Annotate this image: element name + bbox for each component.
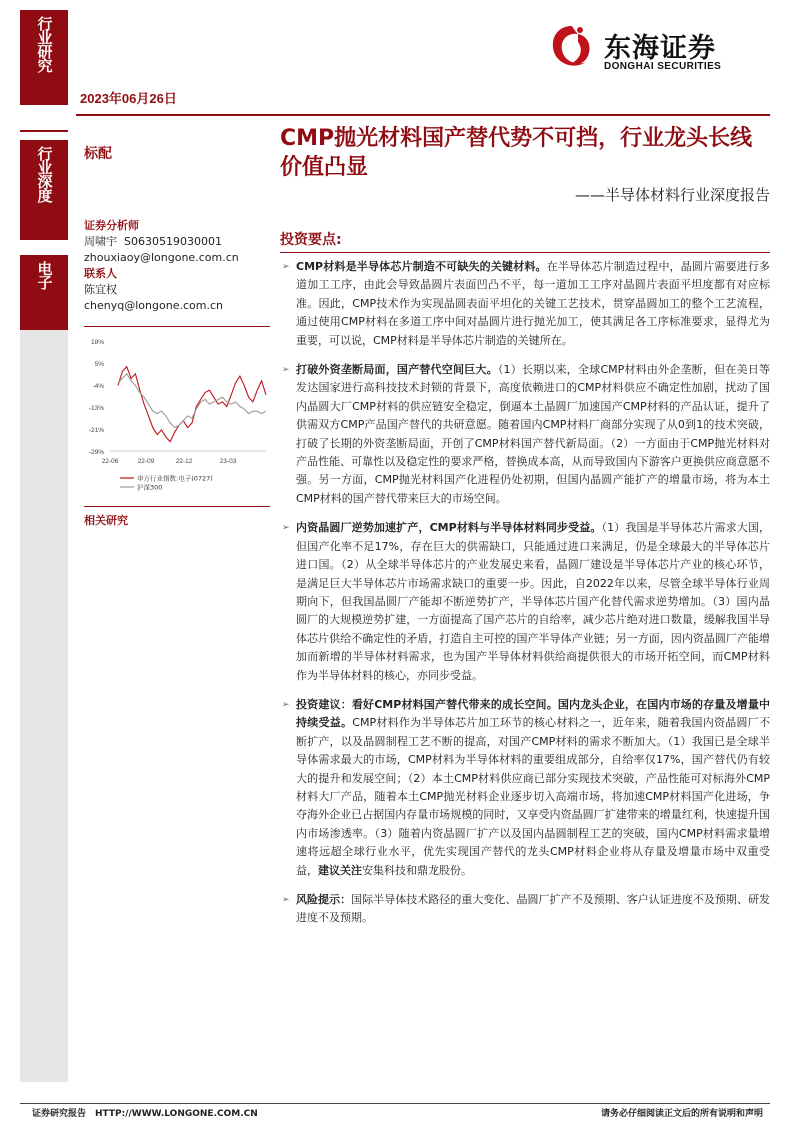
key-point-lead: 打破外资垄断局面，国产替代空间巨大。: [296, 363, 498, 377]
key-point-lead: CMP材料是半导体芯片制造不可缺失的关键材料。: [296, 260, 547, 273]
analyst-info: [84, 218, 269, 314]
footer-website[interactable]: 证券研究报告 HTTP://WWW.LONGONE.COM.CN: [32, 1109, 258, 1119]
analyst-name: 周啸宇: [84, 235, 117, 248]
series-line: [118, 367, 266, 442]
logo-chinese-name: 东海证券: [604, 33, 716, 64]
y-tick-label: 18%: [90, 339, 104, 346]
company-logo: [544, 18, 770, 88]
y-tick-label: -29%: [88, 449, 104, 456]
bullet-arrow-icon: ➢: [282, 365, 290, 376]
contact-email[interactable]: chenyq@longone.com.cn: [84, 299, 223, 312]
side-tab-label: 行业深度: [35, 146, 54, 202]
bullet-arrow-icon: ➢: [282, 262, 290, 272]
side-tab-label: 电子: [35, 261, 54, 289]
x-tick-label: 22-12: [175, 458, 193, 465]
analyst-line: [84, 234, 269, 250]
key-point: [280, 696, 770, 880]
key-point-lead: 风险提示：: [296, 893, 352, 906]
tab-divider: [20, 130, 68, 132]
y-tick-label: -13%: [88, 405, 104, 412]
logo-emblem-icon: [544, 20, 600, 76]
legend-label: 沪深300: [137, 483, 163, 492]
bullet-arrow-icon: ➢: [282, 699, 290, 710]
footer-disclaimer: 请务必仔细阅读正文后的所有说明和声明: [600, 1109, 763, 1119]
key-point: [280, 519, 770, 685]
analyst-license: S0630519030001: [124, 235, 222, 248]
x-tick-label: 23-03: [219, 458, 237, 465]
index-performance-chart: [84, 333, 270, 505]
logo-english-name: DONGHAI SECURITIES: [604, 61, 722, 72]
y-tick-label: -4%: [92, 383, 104, 390]
key-point-text: （1）我国是半导体芯片需求大国，但国产化率不足17%，存在巨大的供需缺口，只能通过进口来满足，仍是全球最大的半导体芯片进口国。（2）从全球半导体芯片的产业发展史来看，晶圆厂建设是半导体芯片产业的核心环节，是满足巨大半导体芯片市场需求缺口的重要一步。因此，自2022年以来，尽管全球半导体行业周期向下，但我国晶圆厂产能却不断逆势扩产，半导体芯片国产化替代需求逆势增加。（3）国内晶圆厂的大规模逆势扩建，一方面提高了国产芯片的自给率，减少芯片绝对进口数量，缓解我国半导体芯片供给不确定性的矛盾，打造自主可控的国产半导体产业链；另一方面，因内资晶圆厂产能增加而新增的半导体材料需求，也为国产半导体材料供给商提供很大的市场开拓空间，而CMP材料作为半导体材料的核心，亦同步受益。: [296, 521, 770, 682]
key-point-text: （1）长期以来，全球CMP材料由外企垄断，但在美日等发达国家进行高科技技术封锁的背景下，高度依赖进口的CMP材料供应不确定性加剧，扰动了国内晶圆大厂CMP材料的供应链安全稳定，倒逼本土晶圆厂加速国产CMP材料的产品认证，提升了供需双方CMP产品国产替代的共研意愿。随着国内CMP材料厂商部分实现了从0到1的技术突破，打破了长期的外资垄断局面，开创了CMP材料国产替代新局面。（2）一方面由于CMP抛光材料对产品性能、可靠性以及稳定性的要求严格，替换成本高，从而导致国内下游客户更换供应商意愿不强。另一方面，CMP抛光材料国产化进程仍处初期，但国内晶圆产能扩产的增量市场，将为本土CMP材料的国产替代带来巨大的市场空间。: [296, 363, 771, 505]
key-point-lead: 内资晶圆厂逆势加速扩产，CMP材料与半导体材料同步受益。: [296, 521, 602, 535]
series-line: [118, 374, 266, 428]
side-tab-label: 行业研究: [35, 16, 54, 72]
header-rule: [76, 114, 770, 116]
bullet-arrow-icon: ➢: [282, 523, 290, 534]
side-tab-industry-depth: [20, 140, 68, 240]
key-point: [280, 258, 770, 350]
contact-name: 陈宜权: [84, 283, 117, 296]
side-tab-industry-research: [20, 10, 68, 105]
key-point-text: 国际半导体技术路径的重大变化、晶圆厂扩产不及预期、客户认证进度不及预期、研发进度不及预期。: [296, 893, 771, 925]
key-point-tail-bold: 建议关注: [318, 863, 362, 877]
key-point-text: CMP材料作为半导体芯片加工环节的核心材料之一，近年来，随着我国内资晶圆厂不断扩产，以及晶圆制程工艺不断的提高，对国产CMP材料的需求不断加大。（1）我国已是全球半导体需求最大的市场，CMP材料为半导体材料的重要组成部分，自给率仅17%，国产替代仍有较大的提升和发展空间；（2）本土CMP材料供应商已部分实现技术突破，产品性能可对标海外CMP材料大厂产品，随着本土CMP抛光材料企业逐步切入高端市场，将加速CMP材料国产化进场，争夺海外企业已占据国内存量市场规模的同时，又享受内资晶圆厂扩建带来的增量红利，快速提升国内市场渗透率。（3）随着内资晶圆厂扩产以及国内晶圆制程工艺的突破，国内CMP材料需求量增速将远超全球行业水平，优先实现国产替代的龙头CMP材料企业将从存量及增量市场中双重受益，: [296, 716, 770, 877]
report-subtitle: ——半导体材料行业深度报告: [574, 186, 770, 204]
key-point-tail: 安集科技和鼎龙股份。: [362, 863, 472, 877]
report-title: CMP抛光材料国产替代势不可挡，行业龙头长线价值凸显: [280, 126, 753, 180]
contact-label: 联系人: [84, 267, 117, 280]
analyst-label: 证券分析师: [84, 219, 139, 232]
footer-rule: [20, 1103, 770, 1104]
related-research-heading: 相关研究: [84, 514, 128, 527]
x-tick-label: 22-06: [101, 458, 119, 465]
x-tick-label: 22-09: [137, 458, 155, 465]
side-tab-electronics: [20, 255, 68, 330]
key-point-text: 在半导体芯片制造过程中，晶圆片需要进行多道加工工序，由此会导致晶圆片表面凹凸不平，每一道加工工序对晶圆片表面平坦度都有对应标准。因此，CMP技术作为实现晶圆表面平坦化的关键工艺技术，贯穿晶圆加工的整个工艺流程，通过使用CMP材料在多道工序中间对晶圆片进行抛光加工，使其满足各工序标准要求，显得尤为重要，可以说，CMP材料是半导体芯片制造的关键所在。: [296, 260, 770, 347]
report-date: 2023年06月26日: [80, 91, 177, 106]
analyst-email[interactable]: zhouxiaoy@longone.com.cn: [84, 251, 239, 264]
legend-label: 申万行业指数:电子(0727): [137, 474, 213, 483]
key-point: [280, 361, 770, 508]
y-tick-label: -21%: [88, 427, 104, 434]
side-tab-filler: [20, 330, 68, 1082]
section-title: 投资要点:: [280, 232, 342, 248]
bullet-arrow-icon: ➢: [282, 895, 290, 905]
key-point-lead: 投资建议：看好CMP材料国产替代带来的成长空间。国内龙头企业，在国内市场的存量及增量中持续受益。: [296, 697, 770, 730]
key-point: [280, 891, 770, 928]
y-tick-label: 5%: [94, 361, 104, 368]
key-points: [280, 258, 770, 939]
section-rule: [280, 252, 770, 253]
chart-rule: [84, 506, 270, 507]
analyst-rule: [84, 326, 270, 327]
industry-rating: 标配: [84, 146, 112, 162]
